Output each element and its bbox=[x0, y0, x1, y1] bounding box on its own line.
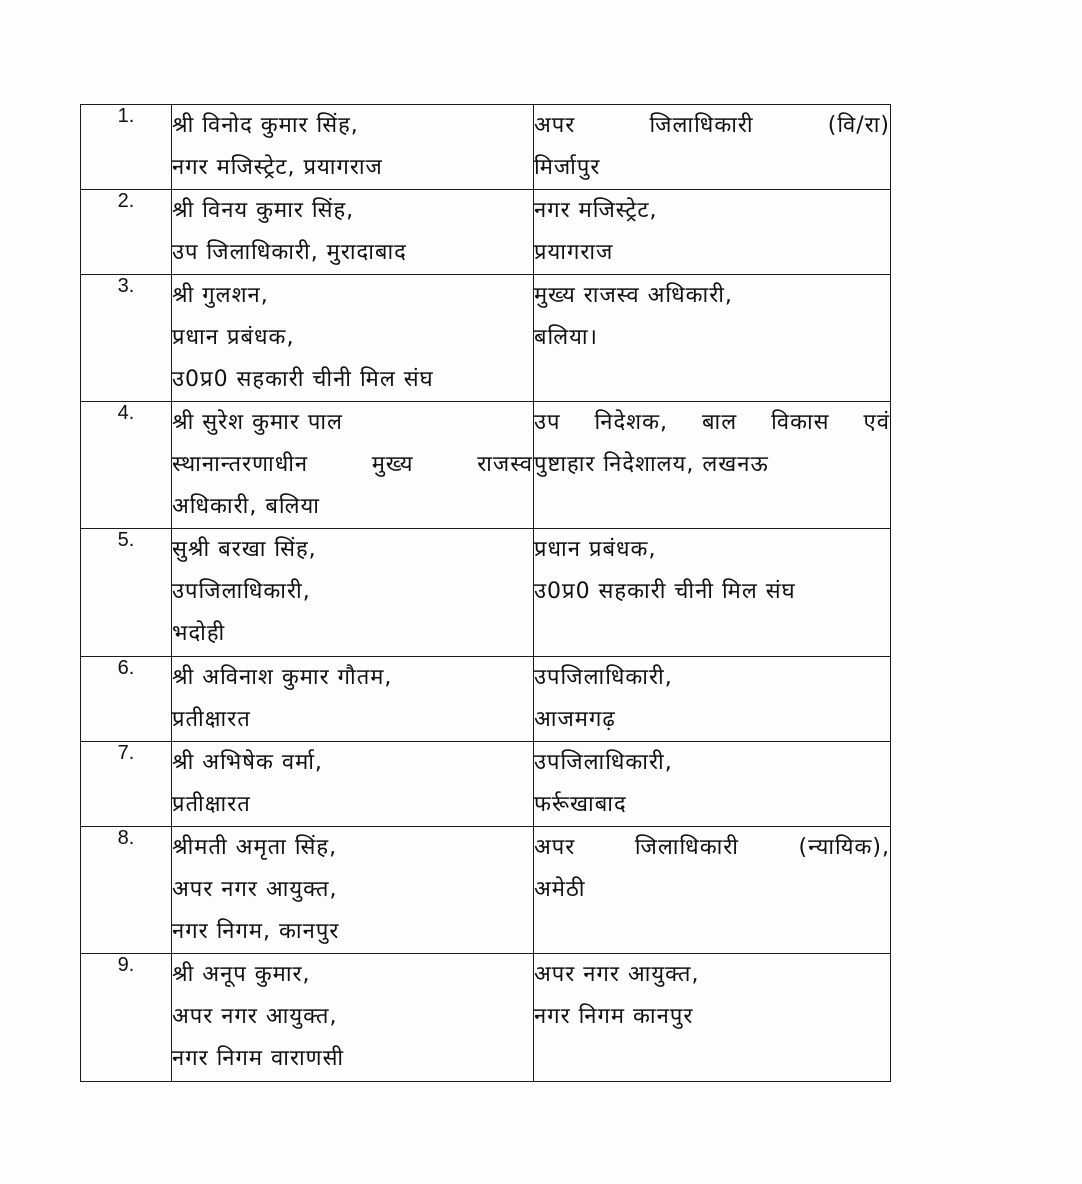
new-posting-line: मुख्य राजस्व अधिकारी, bbox=[534, 283, 733, 308]
current-posting-line: श्रीमती अमृता सिंह, bbox=[172, 835, 338, 860]
word: स्थानान्तरणाधीन bbox=[172, 452, 309, 477]
new-posting-line bbox=[534, 402, 890, 444]
new-posting bbox=[534, 954, 891, 1082]
table-body bbox=[81, 105, 891, 1082]
current-posting bbox=[172, 105, 534, 190]
serial-number: 2. bbox=[81, 190, 172, 275]
current-posting bbox=[172, 827, 534, 954]
word: एवं bbox=[863, 410, 890, 435]
new-posting bbox=[534, 827, 891, 954]
word: विकास bbox=[771, 410, 830, 435]
word: उप bbox=[534, 410, 561, 435]
current-posting-line: श्री गुलशन, bbox=[172, 283, 269, 308]
new-posting-line bbox=[534, 105, 890, 147]
current-posting-line: श्री विनोद कुमार सिंह, bbox=[172, 113, 359, 138]
new-posting-line: प्रयागराज bbox=[534, 240, 614, 265]
new-posting-line: बलिया। bbox=[534, 325, 598, 350]
current-posting-line: श्री अभिषेक वर्मा, bbox=[172, 750, 323, 775]
current-posting-line: सुश्री बरखा सिंह, bbox=[172, 537, 317, 562]
new-posting-line: आजमगढ़ bbox=[534, 707, 616, 732]
current-posting-line: नगर निगम, कानपुर bbox=[172, 919, 340, 944]
table-row bbox=[81, 657, 891, 742]
current-posting-line: प्रतीक्षारत bbox=[172, 792, 251, 817]
current-posting-line: श्री अनूप कुमार, bbox=[172, 962, 311, 987]
word: जिलाधिकारी bbox=[649, 113, 754, 138]
new-posting-line: नगर मजिस्ट्रेट, bbox=[534, 198, 658, 223]
new-posting-line: नगर निगम कानपुर bbox=[534, 1004, 694, 1029]
current-posting bbox=[172, 529, 534, 657]
current-posting-line: अधिकारी, बलिया bbox=[172, 494, 320, 519]
serial-number: 8. bbox=[81, 827, 172, 954]
word: निदेशक, bbox=[594, 410, 668, 435]
word: (न्यायिक), bbox=[798, 835, 890, 860]
transfer-table bbox=[80, 104, 891, 1082]
table-row bbox=[81, 827, 891, 954]
table-row bbox=[81, 275, 891, 402]
word: जिलाधिकारी bbox=[634, 835, 739, 860]
current-posting bbox=[172, 657, 534, 742]
new-posting-line: अपर नगर आयुक्त, bbox=[534, 962, 700, 987]
current-posting-line: उपजिलाधिकारी, bbox=[172, 579, 311, 604]
new-posting bbox=[534, 657, 891, 742]
word: अपर bbox=[534, 113, 576, 138]
serial-number: 4. bbox=[81, 402, 172, 529]
current-posting-line: प्रधान प्रबंधक, bbox=[172, 325, 295, 350]
current-posting-line: उप जिलाधिकारी, मुरादाबाद bbox=[172, 240, 407, 265]
new-posting-line bbox=[534, 827, 890, 869]
current-posting-line: श्री विनय कुमार सिंह, bbox=[172, 198, 355, 223]
current-posting bbox=[172, 402, 534, 529]
serial-number: 1. bbox=[81, 105, 172, 190]
word: अपर bbox=[534, 835, 576, 860]
serial-number: 6. bbox=[81, 657, 172, 742]
serial-number: 9. bbox=[81, 954, 172, 1082]
current-posting bbox=[172, 954, 534, 1082]
new-posting bbox=[534, 275, 891, 402]
new-posting-line: उ0प्र0 सहकारी चीनी मिल संघ bbox=[534, 579, 796, 604]
word: मुख्य bbox=[371, 452, 414, 477]
table-row bbox=[81, 190, 891, 275]
word: बाल bbox=[701, 410, 738, 435]
new-posting bbox=[534, 742, 891, 827]
current-posting-line: नगर निगम वाराणसी bbox=[172, 1046, 345, 1071]
current-posting-line bbox=[172, 444, 533, 486]
table-row bbox=[81, 529, 891, 657]
new-posting bbox=[534, 105, 891, 190]
current-posting bbox=[172, 190, 534, 275]
new-posting bbox=[534, 190, 891, 275]
new-posting bbox=[534, 529, 891, 657]
current-posting bbox=[172, 742, 534, 827]
current-posting-line: अपर नगर आयुक्त, bbox=[172, 877, 338, 902]
new-posting bbox=[534, 402, 891, 529]
table-row bbox=[81, 402, 891, 529]
current-posting-line: नगर मजिस्ट्रेट, प्रयागराज bbox=[172, 155, 383, 180]
new-posting-line: फर्रूखाबाद bbox=[534, 792, 627, 817]
word: (वि/रा) bbox=[827, 113, 890, 138]
current-posting-line: उ0प्र0 सहकारी चीनी मिल संघ bbox=[172, 367, 434, 392]
serial-number: 3. bbox=[81, 275, 172, 402]
word: राजस्व bbox=[477, 452, 533, 477]
current-posting-line: श्री सुरेश कुमार पाल bbox=[172, 410, 343, 435]
new-posting-line: अमेठी bbox=[534, 877, 586, 902]
current-posting-line: श्री अविनाश कुमार गौतम, bbox=[172, 665, 393, 690]
serial-number: 5. bbox=[81, 529, 172, 657]
new-posting-line: पुष्टाहार निदेशालय, लखनऊ bbox=[534, 452, 769, 477]
new-posting-line: उपजिलाधिकारी, bbox=[534, 750, 673, 775]
table-row bbox=[81, 105, 891, 190]
table-row bbox=[81, 742, 891, 827]
current-posting-line: अपर नगर आयुक्त, bbox=[172, 1004, 338, 1029]
current-posting-line: प्रतीक्षारत bbox=[172, 707, 251, 732]
serial-number: 7. bbox=[81, 742, 172, 827]
current-posting bbox=[172, 275, 534, 402]
table-row bbox=[81, 954, 891, 1082]
new-posting-line: उपजिलाधिकारी, bbox=[534, 665, 673, 690]
new-posting-line: प्रधान प्रबंधक, bbox=[534, 537, 657, 562]
current-posting-line: भदोही bbox=[172, 621, 226, 646]
new-posting-line: मिर्जापुर bbox=[534, 155, 601, 180]
